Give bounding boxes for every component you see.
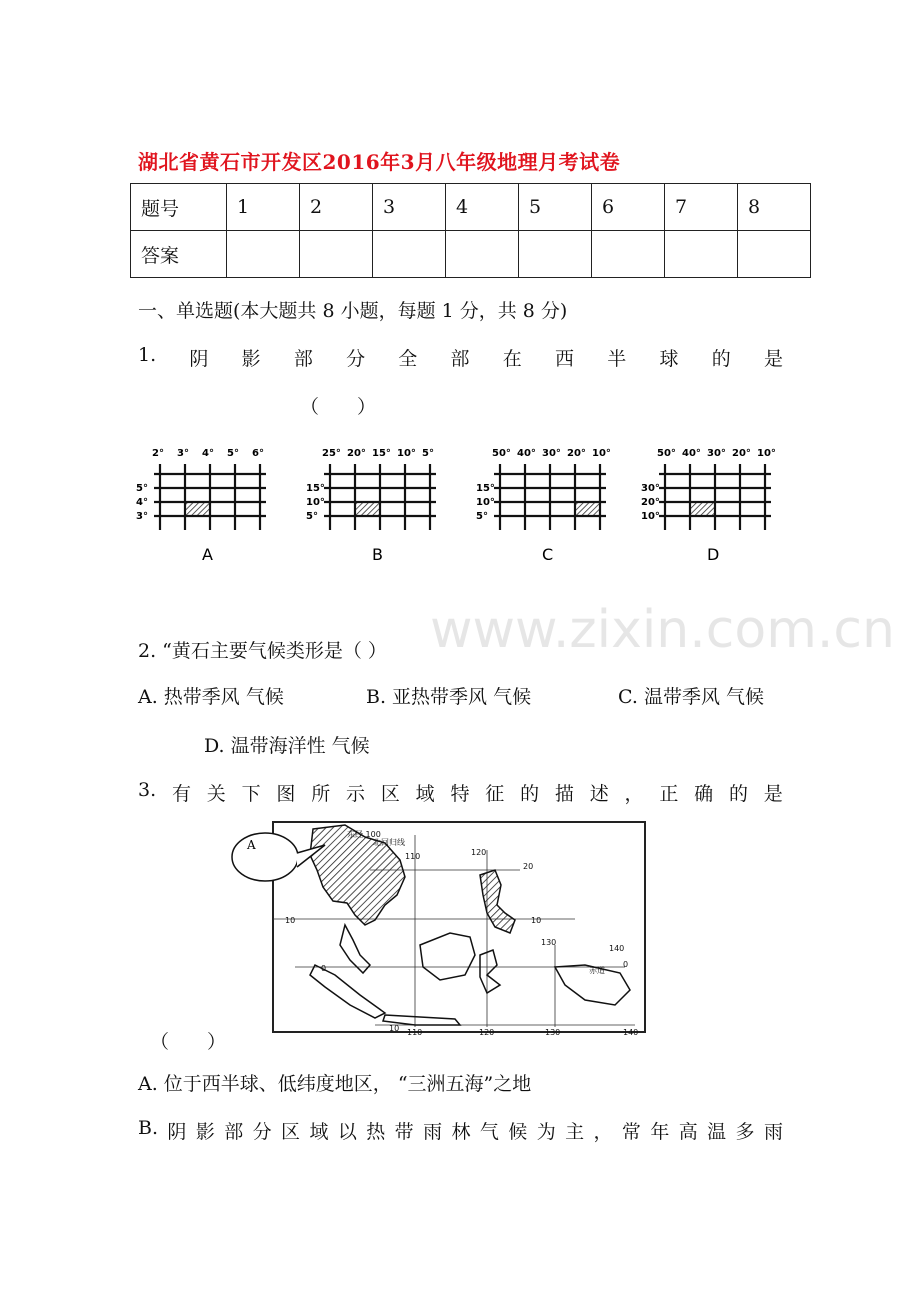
- option-char: 候: [508, 1121, 528, 1143]
- map-label: 140: [623, 1028, 639, 1037]
- option-char: 常: [621, 1121, 641, 1143]
- option-char: 热: [366, 1121, 386, 1143]
- question-2-stem: 2. “黄石主要气候类形是（ ）: [138, 640, 387, 662]
- grid-top-label: 5°: [422, 448, 434, 459]
- answer-cell[interactable]: [665, 231, 738, 278]
- option-char: 部: [224, 1121, 244, 1143]
- option-char: 分: [252, 1121, 272, 1143]
- table-row: [131, 231, 811, 278]
- stem-char: 关: [206, 783, 226, 805]
- stem-char: 阴: [189, 348, 209, 370]
- stem-char: 的: [728, 783, 748, 805]
- option-char: 影: [195, 1121, 215, 1143]
- stem-char: 全: [398, 348, 418, 370]
- map-label: 120: [471, 848, 487, 857]
- option-char: 带: [394, 1121, 414, 1143]
- option-char: 雨: [763, 1121, 783, 1143]
- grid-top-label: 50°: [657, 448, 676, 459]
- map-label: 10: [285, 916, 296, 925]
- stem-char: 示: [346, 783, 366, 805]
- question-number-cell: 7: [665, 184, 738, 231]
- grid-left-label: 10°: [476, 497, 495, 508]
- question-number-cell: 4: [446, 184, 519, 231]
- question-number-cell: 1: [227, 184, 300, 231]
- question-number-cell: 8: [738, 184, 811, 231]
- stem-char: 正: [659, 783, 679, 805]
- grid-left-label: 5°: [306, 511, 318, 522]
- grid-B: [306, 448, 436, 564]
- option-char: 高: [678, 1121, 698, 1143]
- map-label: 140: [609, 944, 625, 953]
- option-char: 雨: [423, 1121, 443, 1143]
- map-label: 东经 100: [347, 830, 381, 839]
- map-label: 10: [389, 1024, 400, 1033]
- option-2a[interactable]: A. 热带季风 气候: [138, 686, 284, 708]
- stem-char: 的: [711, 348, 731, 370]
- map-label: 130: [541, 938, 557, 947]
- stem-char: 球: [659, 348, 679, 370]
- stem-char: 有: [171, 783, 191, 805]
- map-label: 120: [479, 1028, 495, 1037]
- option-char: 温: [707, 1121, 727, 1143]
- answer-cell[interactable]: [227, 231, 300, 278]
- option-char: ，: [593, 1121, 613, 1143]
- option-2c[interactable]: C. 温带季风 气候: [618, 686, 764, 708]
- option-char: 多: [735, 1121, 755, 1143]
- stem-char: 描: [554, 783, 574, 805]
- shaded-cell: [690, 502, 715, 516]
- option-char: 域: [309, 1121, 329, 1143]
- answer-cell[interactable]: [592, 231, 665, 278]
- grid-top-label: 3°: [177, 448, 189, 459]
- answer-cell[interactable]: [519, 231, 592, 278]
- question-1-stem: [138, 344, 783, 371]
- grid-top-label: 20°: [567, 448, 586, 459]
- option-char: 林: [451, 1121, 471, 1143]
- grid-top-label: 50°: [492, 448, 511, 459]
- option-char: 区: [281, 1121, 301, 1143]
- question-number-cell: 2: [300, 184, 373, 231]
- map-label: 0: [321, 964, 327, 973]
- stem-char: 部: [293, 348, 313, 370]
- grid-C: [476, 448, 611, 564]
- grid-left-label: 5°: [476, 511, 488, 522]
- stem-char: 征: [485, 783, 505, 805]
- option-char: 以: [337, 1121, 357, 1143]
- exam-title: 湖北省黄石市开发区2016年3月八年级地理月考试卷: [138, 150, 621, 174]
- grid-top-label: 10°: [397, 448, 416, 459]
- answer-cell[interactable]: [373, 231, 446, 278]
- table-row: [131, 184, 811, 231]
- option-2d[interactable]: D. 温带海洋性 气候: [204, 735, 370, 757]
- grid-A: [136, 448, 266, 564]
- option-char: 为: [536, 1121, 556, 1143]
- stem-char: 的: [520, 783, 540, 805]
- stem-char: 区: [380, 783, 400, 805]
- section-heading: 一、单选题(本大题共 8 小题，每题 1 分，共 8 分): [138, 300, 568, 322]
- map-label: 10: [531, 916, 542, 925]
- stem-char: 所: [311, 783, 331, 805]
- grid-top-label: 20°: [347, 448, 366, 459]
- stem-char: 是: [763, 783, 783, 805]
- answer-cell[interactable]: [738, 231, 811, 278]
- callout-bubble: [232, 833, 298, 881]
- shaded-cell: [185, 502, 210, 516]
- question-3-stem: [138, 779, 783, 806]
- grid-left-label: 15°: [306, 483, 325, 494]
- question-number-cell: 6: [592, 184, 665, 231]
- grid-option-label: D: [707, 545, 720, 564]
- map-label: 110: [405, 852, 421, 861]
- watermark: www.zixin.com.cn: [430, 600, 895, 660]
- map-label: 20: [523, 862, 534, 871]
- grid-top-label: 15°: [372, 448, 391, 459]
- grid-option-label: C: [542, 545, 554, 564]
- stem-char: 西: [555, 348, 575, 370]
- question-1-grids: [130, 435, 790, 575]
- southeast-asia-map: [225, 815, 650, 1040]
- grid-top-label: 10°: [592, 448, 611, 459]
- map-label: 0: [623, 960, 629, 969]
- grid-left-label: 4°: [136, 497, 148, 508]
- answer-cell[interactable]: [300, 231, 373, 278]
- map-label: 110: [407, 1028, 423, 1037]
- map-label: 赤道: [589, 966, 605, 975]
- grid-left-label: 10°: [306, 497, 325, 508]
- table-header-label: 题号: [131, 184, 227, 231]
- grid-left-label: 10°: [641, 511, 660, 522]
- stem-char: 图: [276, 783, 296, 805]
- option-char: 气: [479, 1121, 499, 1143]
- grid-left-label: 15°: [476, 483, 495, 494]
- grid-top-label: 4°: [202, 448, 214, 459]
- table-answer-label: 答案: [131, 231, 227, 278]
- stem-char: 分: [346, 348, 366, 370]
- grid-left-label: 3°: [136, 511, 148, 522]
- question-3-paren: （ ）: [150, 1031, 227, 1053]
- grid-option-label: B: [372, 545, 383, 564]
- stem-char: 是: [763, 348, 783, 370]
- stem-char: 确: [694, 783, 714, 805]
- stem-char: 域: [415, 783, 435, 805]
- option-3a[interactable]: A. 位于西半球、低纬度地区， “三洲五海”之地: [138, 1073, 532, 1095]
- grid-D: [641, 448, 776, 564]
- grid-top-label: 10°: [757, 448, 776, 459]
- stem-char: 特: [450, 783, 470, 805]
- stem-char: 述: [589, 783, 609, 805]
- grid-top-label: 40°: [517, 448, 536, 459]
- map-label: 北回归线: [373, 838, 405, 847]
- grid-option-label: A: [202, 545, 213, 564]
- grid-top-label: 30°: [542, 448, 561, 459]
- stem-char: 在: [502, 348, 522, 370]
- grid-top-label: 5°: [227, 448, 239, 459]
- grid-top-label: 30°: [707, 448, 726, 459]
- question-number-cell: 3: [373, 184, 446, 231]
- stem-char: ，: [624, 783, 644, 805]
- answer-table: [130, 183, 811, 278]
- answer-cell[interactable]: [446, 231, 519, 278]
- grid-left-label: 20°: [641, 497, 660, 508]
- stem-char: 半: [607, 348, 627, 370]
- question-1-number: 1.: [138, 344, 157, 366]
- grid-left-label: 30°: [641, 483, 660, 494]
- option-char: B.: [138, 1117, 159, 1139]
- stem-char: 部: [450, 348, 470, 370]
- map-label: 130: [545, 1028, 561, 1037]
- question-1-paren: （ ）: [300, 396, 377, 418]
- option-char: 年: [650, 1121, 670, 1143]
- grid-top-label: 2°: [152, 448, 164, 459]
- grid-top-label: 25°: [322, 448, 341, 459]
- question-number-cell: 5: [519, 184, 592, 231]
- stem-char: 下: [241, 783, 261, 805]
- option-3b[interactable]: [138, 1117, 783, 1144]
- grid-top-label: 20°: [732, 448, 751, 459]
- option-char: 主: [565, 1121, 585, 1143]
- shaded-cell: [575, 502, 600, 516]
- stem-char: 影: [241, 348, 261, 370]
- grid-top-label: 40°: [682, 448, 701, 459]
- callout-label: A: [247, 838, 256, 852]
- grid-top-label: 6°: [252, 448, 264, 459]
- option-char: 阴: [167, 1121, 187, 1143]
- shaded-cell: [355, 502, 380, 516]
- grid-left-label: 5°: [136, 483, 148, 494]
- question-3-number: 3.: [138, 779, 157, 801]
- option-2b[interactable]: B. 亚热带季风 气候: [366, 686, 532, 708]
